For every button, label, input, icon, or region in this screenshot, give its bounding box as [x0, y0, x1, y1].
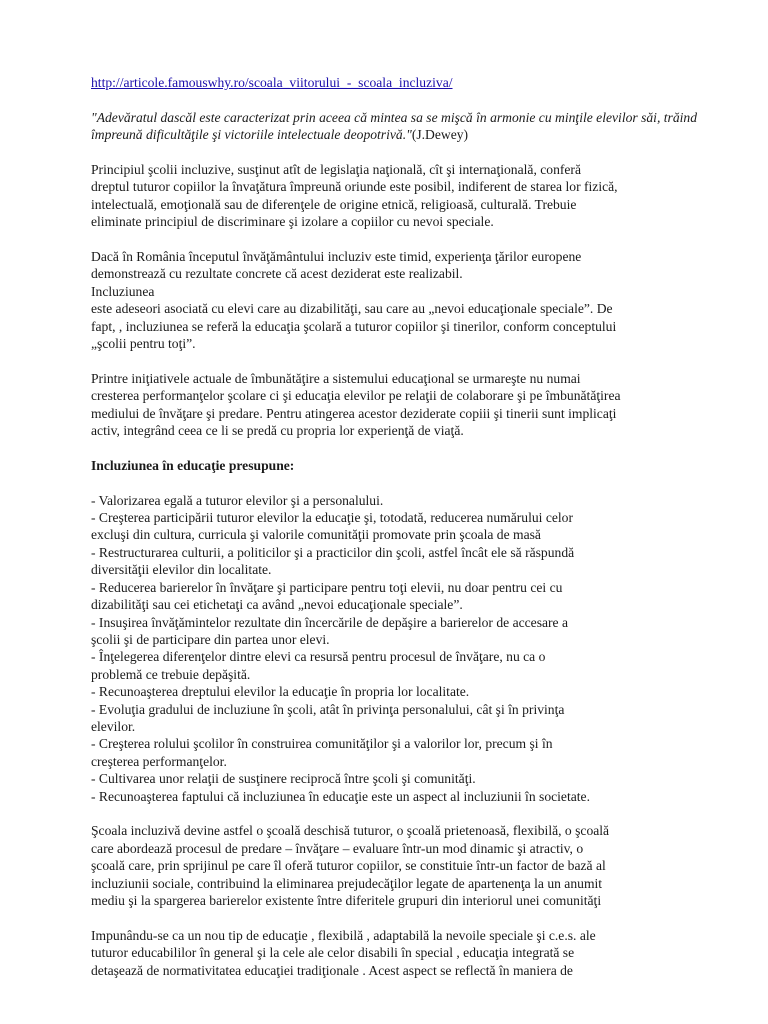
list-item: - Restructurarea culturii, a politicilor şi a practicilor din şcoli, astfel încât ele să răspundă diversităţii elevilor din localitate.	[91, 544, 575, 578]
paragraph-inclusive-principle: Principiul şcolii incluzive, susţinut atît de legislaţia naţională, cît şi internaţională, conferă dreptul tuturor copiilor la învaţătura împreună oriunde este posibil, indiferent de starea lor fizică, intelectuală, emoţională sau de diferenţele de origine etnică, religioasă, culturală. Trebuie eliminate principiul de discriminare şi izolare a copiilor cu nevoi speciale.	[91, 162, 618, 230]
list-item: - Insuşirea învăţămintelor rezultate din încercările de depăşire a barierelor de accesare a şcolii şi de participare din partea unor elevi.	[91, 614, 569, 647]
section-heading: Incluziunea în educaţie presupune:	[91, 457, 295, 473]
dewey-quote	[91, 109, 703, 144]
paragraph-romania-inclusion: Dacă în România începutul învăţământului incluziv este timid, experienţa ţărilor europene demonstrează cu rezultate concrete că acest deziderat este realizabil. Incluziunea este adeseori asociată cu elevi care au dizabilităţi, sau care au „nevoi educaţionale speciale”. De fapt, , incluziunea se referă la educaţia şcolară a tuturor copiilor şi tinerilor, conform conceptului „şcolii pentru toţi”.	[91, 249, 617, 352]
paragraph-inclusive-school: Şcoala incluzivă devine astfel o şcoală deschisă tuturor, o şcoală prietenoasă, flexibilă, o şcoală care abordează procesul de predare – învăţare – evaluare într-un mod dinamic şi atractiv, o şcoală care, prin sprijinul pe care îl oferă tuturor copiilor, se constituie într-un factor de bază al incluziunii sociale, contribuind la eliminarea prejudecăţilor legate de apartenenţa la un anumit mediu şi la spargerea barierelor existente între diferitele grupuri din interiorul unei comunităţi	[91, 823, 610, 908]
source-link[interactable]: http://articole.famouswhy.ro/scoala_viitorului_-_scoala_incluziva/	[91, 75, 453, 90]
document-page	[91, 74, 703, 979]
list-item: - Valorizarea egală a tuturor elevilor şi a personalului.	[91, 492, 384, 508]
list-item: - Recunoaşterea faptului că incluziunea în educaţie este un aspect al incluziunii în societate.	[91, 788, 590, 804]
inclusion-list	[91, 492, 703, 805]
quote-author: (J.Dewey)	[411, 127, 469, 143]
list-item: - Reducerea barierelor în învăţare şi participare pentru toţi elevii, nu doar pentru cei cu dizabilităţi sau cei etichetaţi ca având „nevoi educaţionale speciale”.	[91, 579, 563, 613]
list-item: - Creşterea participării tuturor elevilor la educaţie şi, totodată, reducerea numărului celor excluşi din cultura, curricula şi valorile comunităţii promovate prin şcoala de masă	[91, 510, 573, 543]
paragraph-initiatives: Printre iniţiativele actuale de îmbunătăţire a sistemului educaţional se urmareşte nu numai cresterea performanţelor şcolare ci şi educaţia elevilor pe relaţii de colaborare şi pe îmbunătăţirea mediului de învăţare şi predare. Pentru atingerea acestor deziderate copiii şi tinerii sunt implicaţi activ, integrând ceea ce li se predă cu propria lor experienţă de viaţă.	[91, 370, 621, 439]
list-item: - Înţelegerea diferenţelor dintre elevi ca resursă pentru procesul de învăţare, nu ca o problemă ce trebuie depăşită.	[91, 649, 546, 682]
quote-text: "Adevăratul dascăl este caracterizat prin aceea că mintea sa se mişcă în armonie cu minţile elevilor săi, trăind împreună dificultăţile şi victoriile intelectuale deopotrivă."	[91, 109, 697, 143]
paragraph-integrated-education: Impunându-se ca un nou tip de educaţie , flexibilă , adaptabilă la nevoile speciale şi c.e.s. ale tuturor educabililor în general şi la cele ale celor disabili în special , educaţia integrată se detaşează de normativitatea educaţiei tradiţionale . Acest aspect se reflectă în maniera de	[91, 927, 596, 978]
list-item: - Recunoaşterea dreptului elevilor la educaţie în propria lor localitate.	[91, 684, 470, 700]
list-item: - Creşterea rolului şcolilor în construirea comunităţilor şi a valorilor lor, precum şi în creşterea performanţelor.	[91, 736, 553, 769]
list-item: - Cultivarea unor relaţii de susţinere reciprocă între şcoli şi comunităţi.	[91, 771, 476, 787]
list-item: - Evoluţia gradului de incluziune în şcoli, atât în privinţa personalului, cât şi în privinţa elevilor.	[91, 701, 565, 734]
